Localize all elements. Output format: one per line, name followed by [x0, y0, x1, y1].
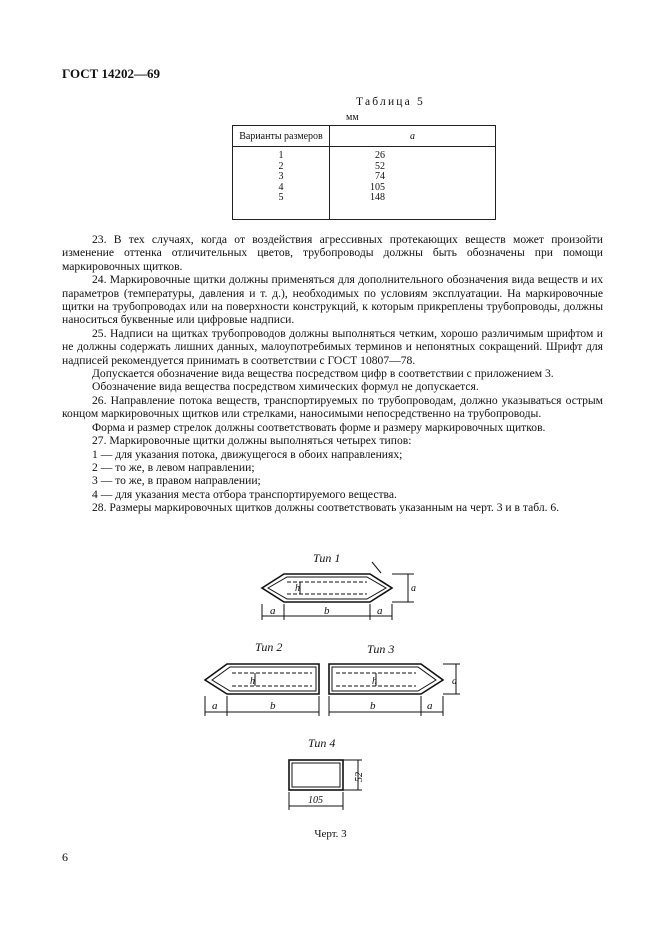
type-2-dim-b: b [270, 700, 276, 712]
table-unit: мм [346, 112, 359, 123]
type-3-dim-b: b [370, 700, 376, 712]
type-2-dim-a: a [212, 700, 218, 712]
table-cell-a: 26 [375, 150, 385, 161]
type-2-label: Тип 2 [255, 640, 283, 654]
paragraph-23: 23. В тех случаях, когда от воздействия агрессивных протекающих веществ может произойти изменение оттенка отличительных цветов, трубопроводы должны быть обозначены при помощи маркировочных щитков. [62, 233, 603, 273]
table-cell-variant: 5 [278, 192, 284, 204]
document-standard-header: ГОСТ 14202—69 [62, 66, 161, 81]
paragraph-25-note-1: Допускается обозначение вида вещества посредством цифр в соответствии с приложением 3. [92, 367, 554, 381]
plate-type-3 [329, 664, 460, 716]
table-cell-a: 105 [370, 181, 385, 193]
plate-type-2 [205, 664, 319, 716]
paragraph-26-note: Форма и размер стрелок должны соответствовать форме и размеру маркировочных щитков. [92, 420, 546, 434]
type-3-dim-a-height: a [452, 676, 457, 687]
type-1-dim-a-right: a [377, 605, 383, 617]
type-4-dim-105: 105 [308, 795, 323, 806]
plate-type-4 [289, 760, 362, 810]
type-1-label: Тип 1 [313, 551, 341, 565]
paragraph-24: 24. Маркировочные щитки должны применяться для дополнительного обозначения вида веществ и их параметров (температуры, давления и т. д.), необходимых по условиям эксплуатации. На маркировочные щитки на трубопроводах или на поверхности конструкций, к которым прикреплены трубопроводы, должны наноситься буквенные или цифровые надписи. [62, 273, 603, 327]
table-caption: Таблица 5 [356, 96, 425, 108]
table-cell-variant: 1 [278, 150, 284, 161]
table-cell-a: 52 [375, 160, 385, 172]
type-1-dim-h: h [295, 583, 300, 594]
table-col-header-a: a [330, 126, 496, 147]
type-1-dim-a-height: a [411, 583, 416, 594]
type-3-dim-h: h [372, 676, 377, 687]
table-cell-variant: 3 [278, 171, 284, 183]
list-item-type-1: 1 — для указания потока, движущегося в обоих направлениях; [92, 447, 403, 461]
paragraph-26: 26. Направление потока веществ, транспортируемых по трубопроводам, должно указываться острым концом маркировочных щитков или стрелками, наносимыми непосредственно на трубопроводы. [62, 393, 603, 421]
paragraph-27: 27. Маркировочные щитки должны выполняться четырех типов: [92, 434, 412, 448]
type-3-label: Тип 3 [367, 642, 395, 656]
paragraph-25: 25. Надписи на щитках трубопроводов должны выполняться четким, хорошо различимым шрифтом и не должны содержать лишних данных, малоупотребимых терминов и непонятных сокращений. Шрифт для надписей рекомендуется принимать в соответствии с ГОСТ 10807—78. [62, 326, 603, 367]
list-item-type-3: 3 — то же, в правом направлении; [92, 474, 261, 488]
page-number: 6 [62, 850, 68, 864]
paragraph-28: 28. Размеры маркировочных щитков должны соответствовать указанным на черт. 3 и в табл. 6. [92, 501, 560, 515]
list-item-type-4: 4 — для указания места отбора транспортируемого вещества. [92, 487, 397, 501]
figure-caption: Черт. 3 [314, 828, 347, 840]
table-col-header-variant: Варианты размеров [233, 126, 330, 147]
table-cell-variant: 4 [278, 181, 284, 193]
list-item-type-2: 2 — то же, в левом направлении; [92, 460, 255, 474]
paragraph-25-note-2: Обозначение вида вещества посредством химических формул не допускается. [92, 380, 479, 394]
type-2-dim-h: h [250, 676, 255, 687]
plate-type-1 [262, 562, 414, 620]
type-1-dim-a-left: a [270, 605, 276, 617]
type-3-dim-a: a [427, 700, 433, 712]
type-1-dim-b: b [324, 605, 330, 617]
type-4-label: Тип 4 [308, 736, 336, 750]
table-cell-variant: 2 [278, 160, 284, 172]
type-4-dim-52: 52 [354, 772, 365, 782]
table-cell-a: 148 [370, 192, 385, 204]
table-cell-a: 74 [375, 171, 385, 183]
